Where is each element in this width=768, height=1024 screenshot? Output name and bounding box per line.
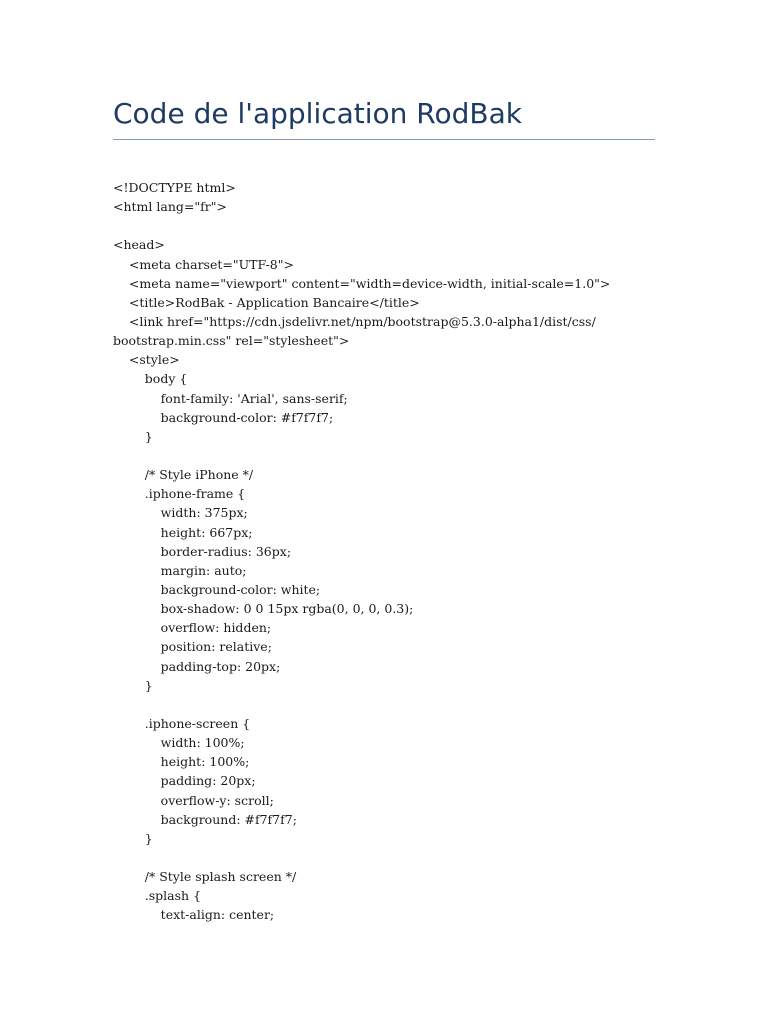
title-underline-rule (113, 139, 655, 140)
code-line: height: 667px; (113, 524, 253, 540)
code-line: } (113, 677, 153, 693)
code-line: <html lang="fr"> (113, 199, 227, 215)
document-title: Code de l'application RodBak (113, 97, 522, 130)
code-line: position: relative; (113, 639, 272, 655)
code-line: padding: 20px; (113, 773, 256, 789)
code-line (113, 216, 673, 235)
code-line: <link href="https://cdn.jsdelivr.net/npm/bootstrap@5.3.0-alpha1/dist/css/ (113, 313, 596, 329)
code-line: <meta name="viewport" content="width=device-width, initial-scale=1.0"> (113, 275, 611, 291)
code-line (113, 695, 673, 714)
code-line: } (113, 830, 153, 846)
code-line: /* Style iPhone */ (113, 467, 254, 483)
code-line: .splash { (113, 888, 202, 904)
code-line: width: 375px; (113, 505, 248, 521)
code-line: bootstrap.min.css" rel="stylesheet"> (113, 333, 350, 349)
code-line: width: 100%; (113, 735, 245, 751)
code-line: body { (113, 371, 188, 387)
code-line: background-color: white; (113, 581, 321, 597)
code-line (113, 446, 673, 465)
code-line: background-color: #f7f7f7; (113, 409, 334, 425)
code-line: <style> (113, 352, 180, 368)
code-line: .iphone-screen { (113, 715, 251, 731)
code-line: background: #f7f7f7; (113, 811, 297, 827)
code-line: <meta charset="UTF-8"> (113, 256, 294, 272)
code-line: box-shadow: 0 0 15px rgba(0, 0, 0, 0.3); (113, 601, 414, 617)
code-line: <head> (113, 237, 165, 253)
code-line: font-family: 'Arial', sans-serif; (113, 390, 348, 406)
code-line: padding-top: 20px; (113, 658, 281, 674)
code-line: <!DOCTYPE html> (113, 180, 236, 195)
code-line: border-radius: 36px; (113, 543, 292, 559)
code-listing (113, 178, 673, 924)
code-line: } (113, 428, 153, 444)
code-line: margin: auto; (113, 562, 247, 578)
code-line: /* Style splash screen */ (113, 869, 297, 885)
code-line: height: 100%; (113, 754, 250, 770)
code-line: text-align: center; (113, 907, 275, 923)
code-line: overflow: hidden; (113, 620, 272, 636)
code-line (113, 848, 673, 867)
code-line: .iphone-frame { (113, 486, 246, 502)
code-line: overflow-y: scroll; (113, 792, 274, 808)
code-line: <title>RodBak - Application Bancaire</title> (113, 294, 420, 310)
